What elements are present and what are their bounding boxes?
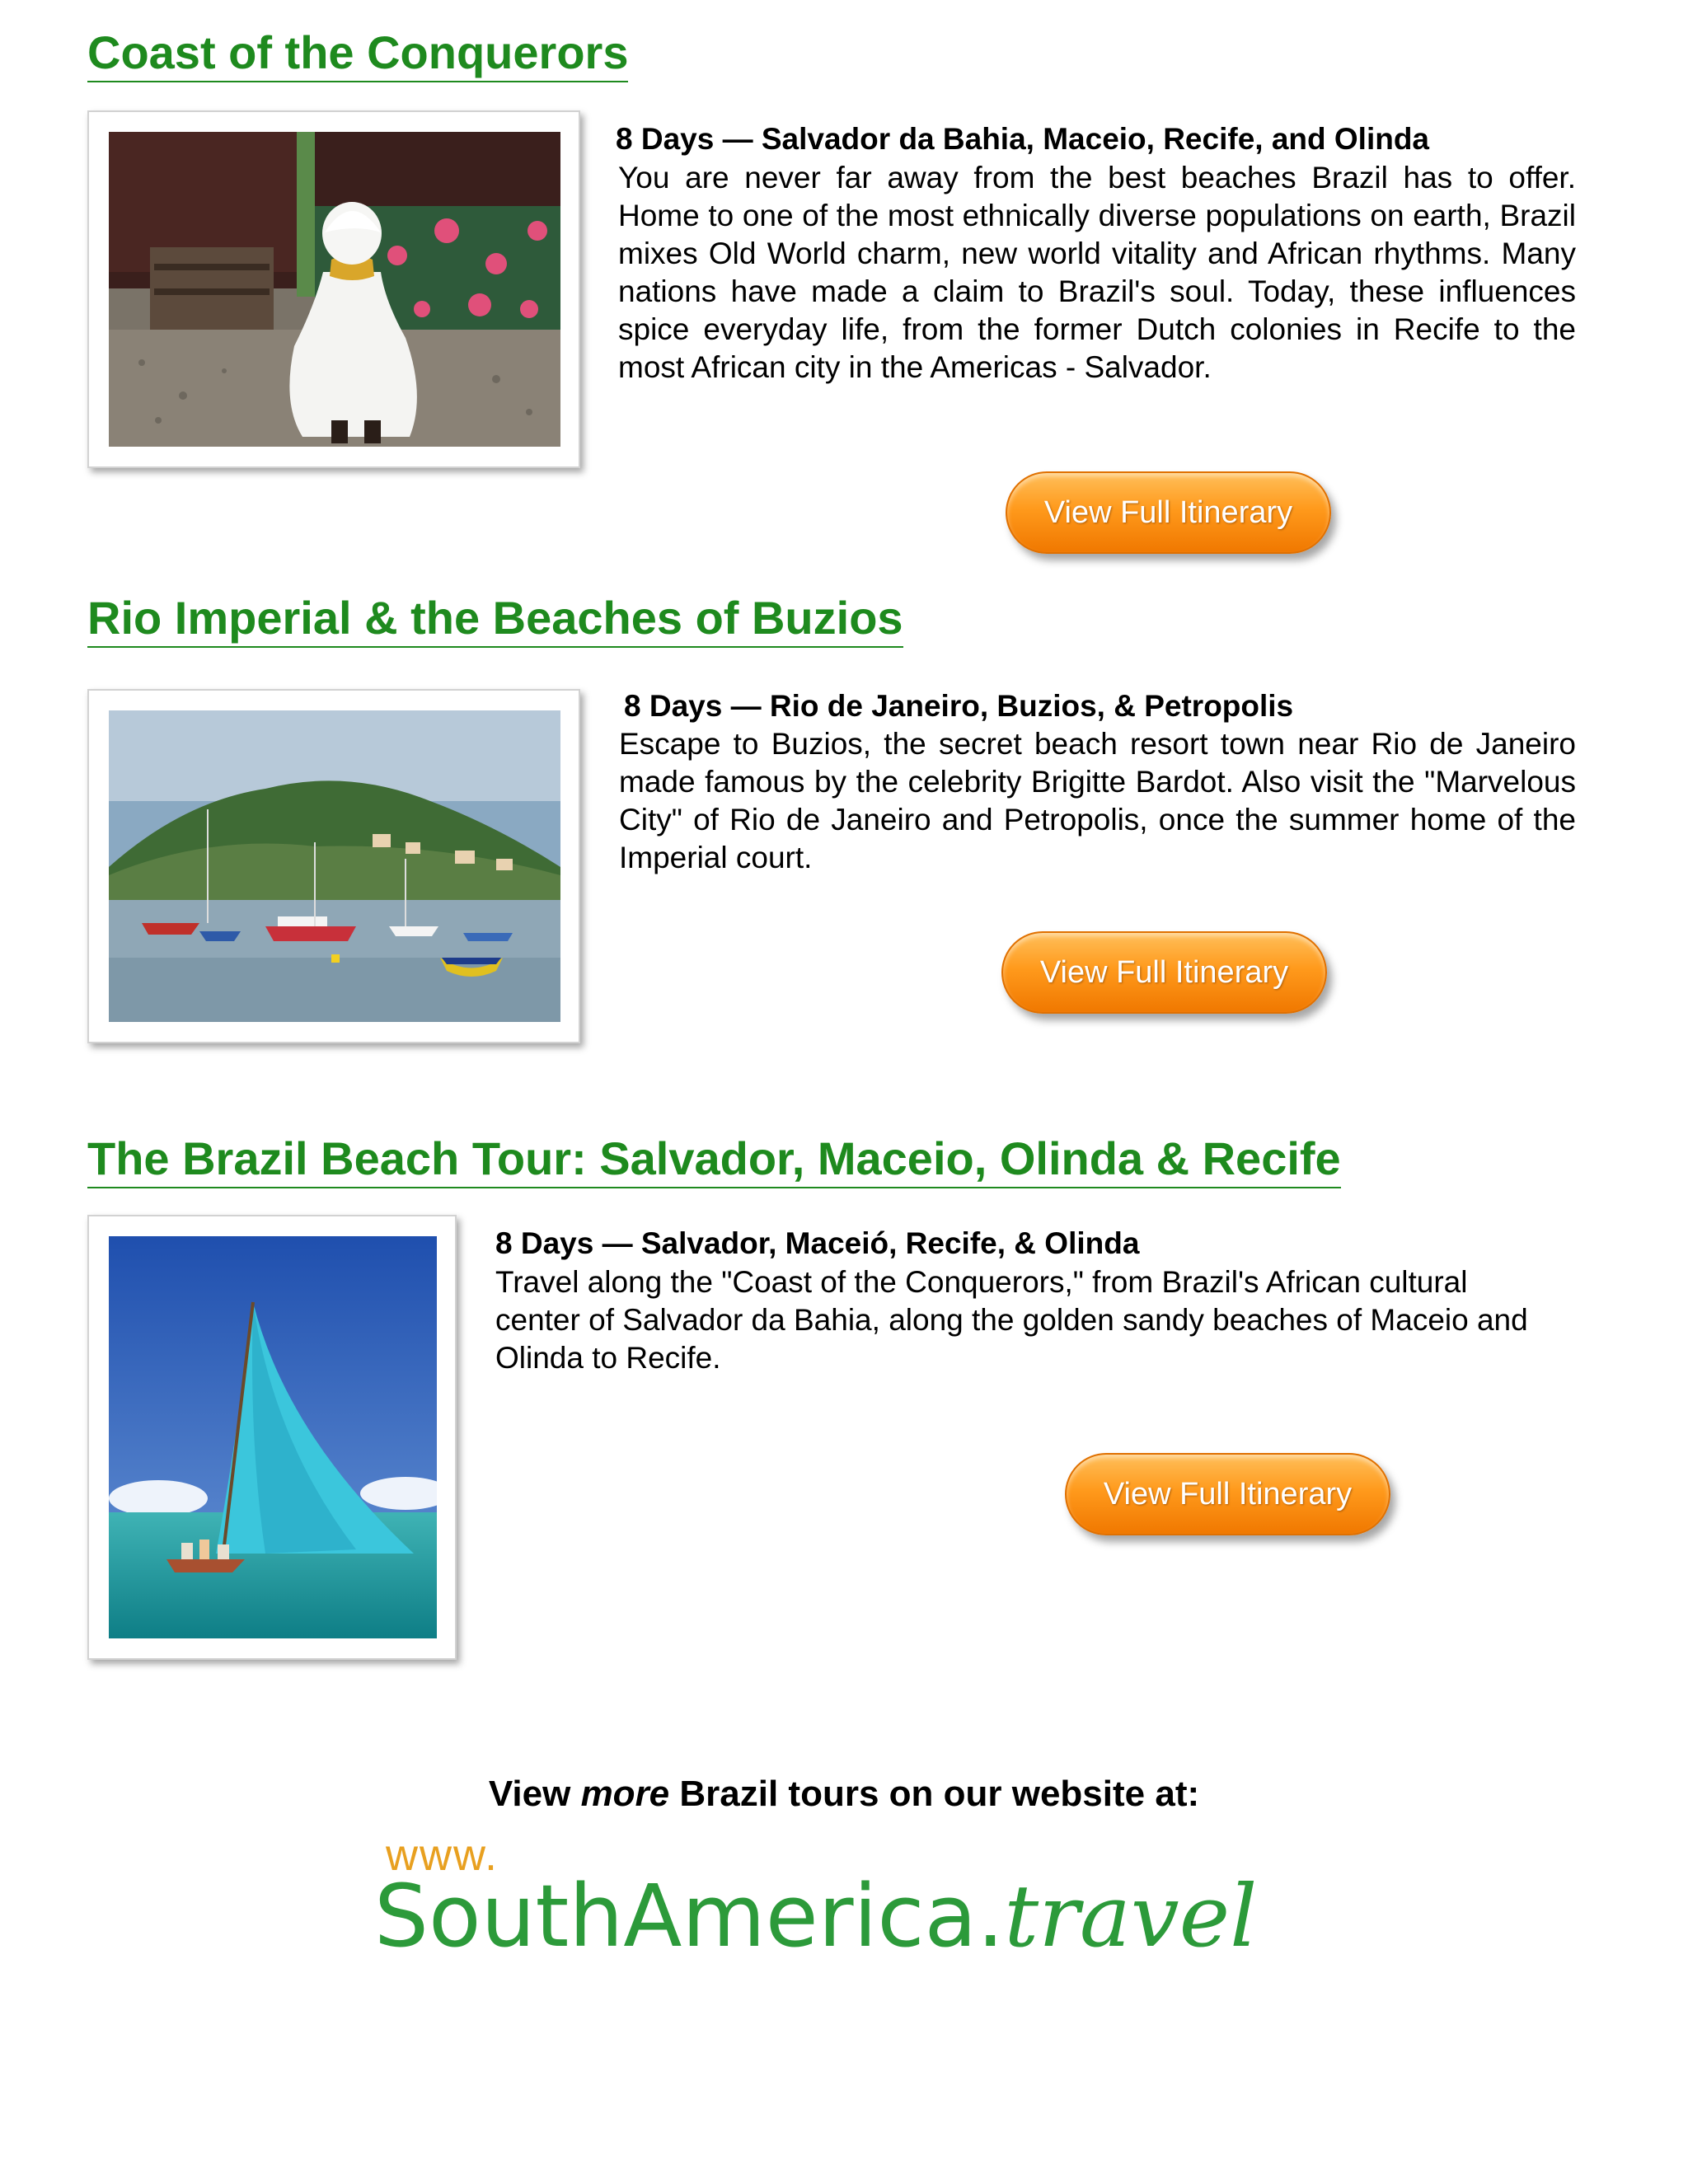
southamerica-travel-logo[interactable] (374, 1830, 1363, 1978)
tour-description: Escape to Buzios, the secret beach resort town near Rio de Janeiro made famous by the celebrity Brigitte Bardot. Also visit the "Marvelous City" of Rio de Janeiro and Petropolis, once the summer home of the Imperial court. (619, 727, 1576, 874)
tour-photo-frame (87, 1215, 457, 1660)
more-tours-text (0, 1772, 1688, 1816)
more-tours-prefix: View (488, 1774, 581, 1814)
tour-description: Travel along the "Coast of the Conquerors," from Brazil's African cultural center of Salvador da Bahia, along the golden sandy beaches of Maceio and Olinda to Recife. (495, 1265, 1528, 1375)
tour-subtitle: 8 Days — Salvador, Maceió, Recife, & Olinda (495, 1226, 1140, 1260)
view-full-itinerary-button[interactable]: View Full Itinerary (1065, 1453, 1390, 1535)
tour-title-rio-imperial[interactable]: Rio Imperial & the Beaches of Buzios (87, 590, 903, 648)
view-full-itinerary-button[interactable]: View Full Itinerary (1001, 931, 1327, 1014)
tour-photo-frame (87, 689, 580, 1043)
logo-tld: travel (1004, 1866, 1258, 1966)
tour-title-coast-of-conquerors[interactable]: Coast of the Conquerors (87, 25, 628, 82)
view-full-itinerary-button[interactable]: View Full Itinerary (1006, 471, 1331, 554)
logo-wordmark (374, 1863, 1257, 1970)
logo-www: www. (386, 1830, 499, 1880)
baiana-woman-photo (109, 132, 560, 447)
tour-subtitle: 8 Days — Rio de Janeiro, Buzios, & Petropolis (624, 689, 1294, 723)
tour-photo-frame (87, 110, 580, 468)
tour-description: You are never far away from the best beaches Brazil has to offer. Home to one of the most ethnically diverse populations on earth, Brazil mixes Old World charm, new world vitality and African rhythms. Many nations have made a claim to Brazil's soul. Today, these influences spice everyday life, from the former Dutch colonies in Recife to the most African city in the Americas - Salvador. (618, 161, 1576, 384)
more-tours-emphasis: more (580, 1774, 670, 1814)
logo-main: SouthAmerica. (374, 1866, 1005, 1966)
more-tours-suffix: Brazil tours on our website at: (669, 1774, 1200, 1814)
buzios-boats-photo (109, 710, 560, 1022)
tour-subtitle: 8 Days — Salvador da Bahia, Maceio, Recife, and Olinda (616, 122, 1430, 156)
jangada-sailboat-photo (109, 1236, 437, 1638)
tour-title-brazil-beach-tour[interactable]: The Brazil Beach Tour: Salvador, Maceio, Olinda & Recife (87, 1131, 1341, 1188)
